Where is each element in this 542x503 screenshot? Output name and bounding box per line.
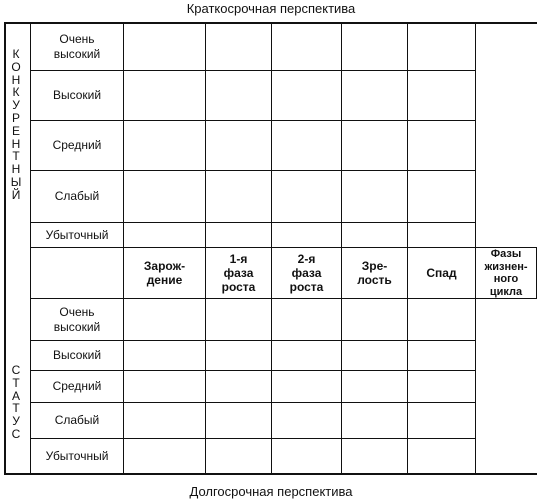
phase-header-2: 1-я фаза роста [221, 252, 256, 294]
side-bottom-letter: С [11, 363, 21, 377]
phase-header-5: Спад [426, 266, 457, 280]
side-top-letter: Н [11, 72, 21, 87]
side-top-letter: К [12, 47, 20, 61]
side-top-letter: У [12, 98, 20, 113]
side-top-letter: Р [11, 110, 20, 125]
top-row-label-5: Убыточный [45, 227, 109, 242]
bottom-row-label-1: Очень высокий [53, 304, 101, 334]
side-bottom-letter: А [11, 388, 20, 403]
phase-header-3: 2-я фаза роста [289, 252, 324, 294]
bottom-row-label-5: Убыточный [45, 448, 109, 463]
side-top-letter: Е [11, 123, 20, 138]
bottom-row-label-3: Средний [52, 379, 102, 393]
side-top-letter: Н [11, 136, 21, 151]
phase-header-1: Зарож- дение [143, 259, 186, 287]
top-row-label-4: Слабый [54, 189, 100, 203]
phases-cell-right [536, 247, 537, 299]
side-bottom-letter: Т [12, 401, 20, 416]
bottom-row-label-2: Высокий [52, 348, 102, 362]
phase-header-4: Зре- лость [357, 259, 392, 287]
bottom-caption: Долгосрочная перспектива [189, 484, 353, 499]
side-top-letter: О [11, 59, 21, 74]
side-top-letter: Ы [10, 174, 22, 189]
side-top-letter: К [12, 85, 20, 100]
top-row-label-1: Очень высокий [53, 32, 101, 61]
top-caption: Краткосрочная перспектива [186, 1, 356, 16]
side-top-letter: Н [11, 162, 21, 177]
side-top-letter: Т [12, 149, 20, 164]
outer-border-bottom [4, 473, 537, 475]
side-top-letter: Й [11, 187, 21, 202]
side-label-bottom [4, 364, 28, 441]
side-bottom-letter: С [11, 426, 21, 441]
phases-label: Фазы жизнен- ного цикла [484, 248, 528, 298]
side-label-top [4, 48, 28, 202]
side-bottom-letter: Т [12, 375, 20, 390]
bottom-row-label-4: Слабый [54, 413, 100, 427]
top-row-label-3: Средний [52, 138, 102, 152]
side-bottom-letter: У [12, 414, 20, 429]
top-row-label-2: Высокий [52, 88, 102, 102]
